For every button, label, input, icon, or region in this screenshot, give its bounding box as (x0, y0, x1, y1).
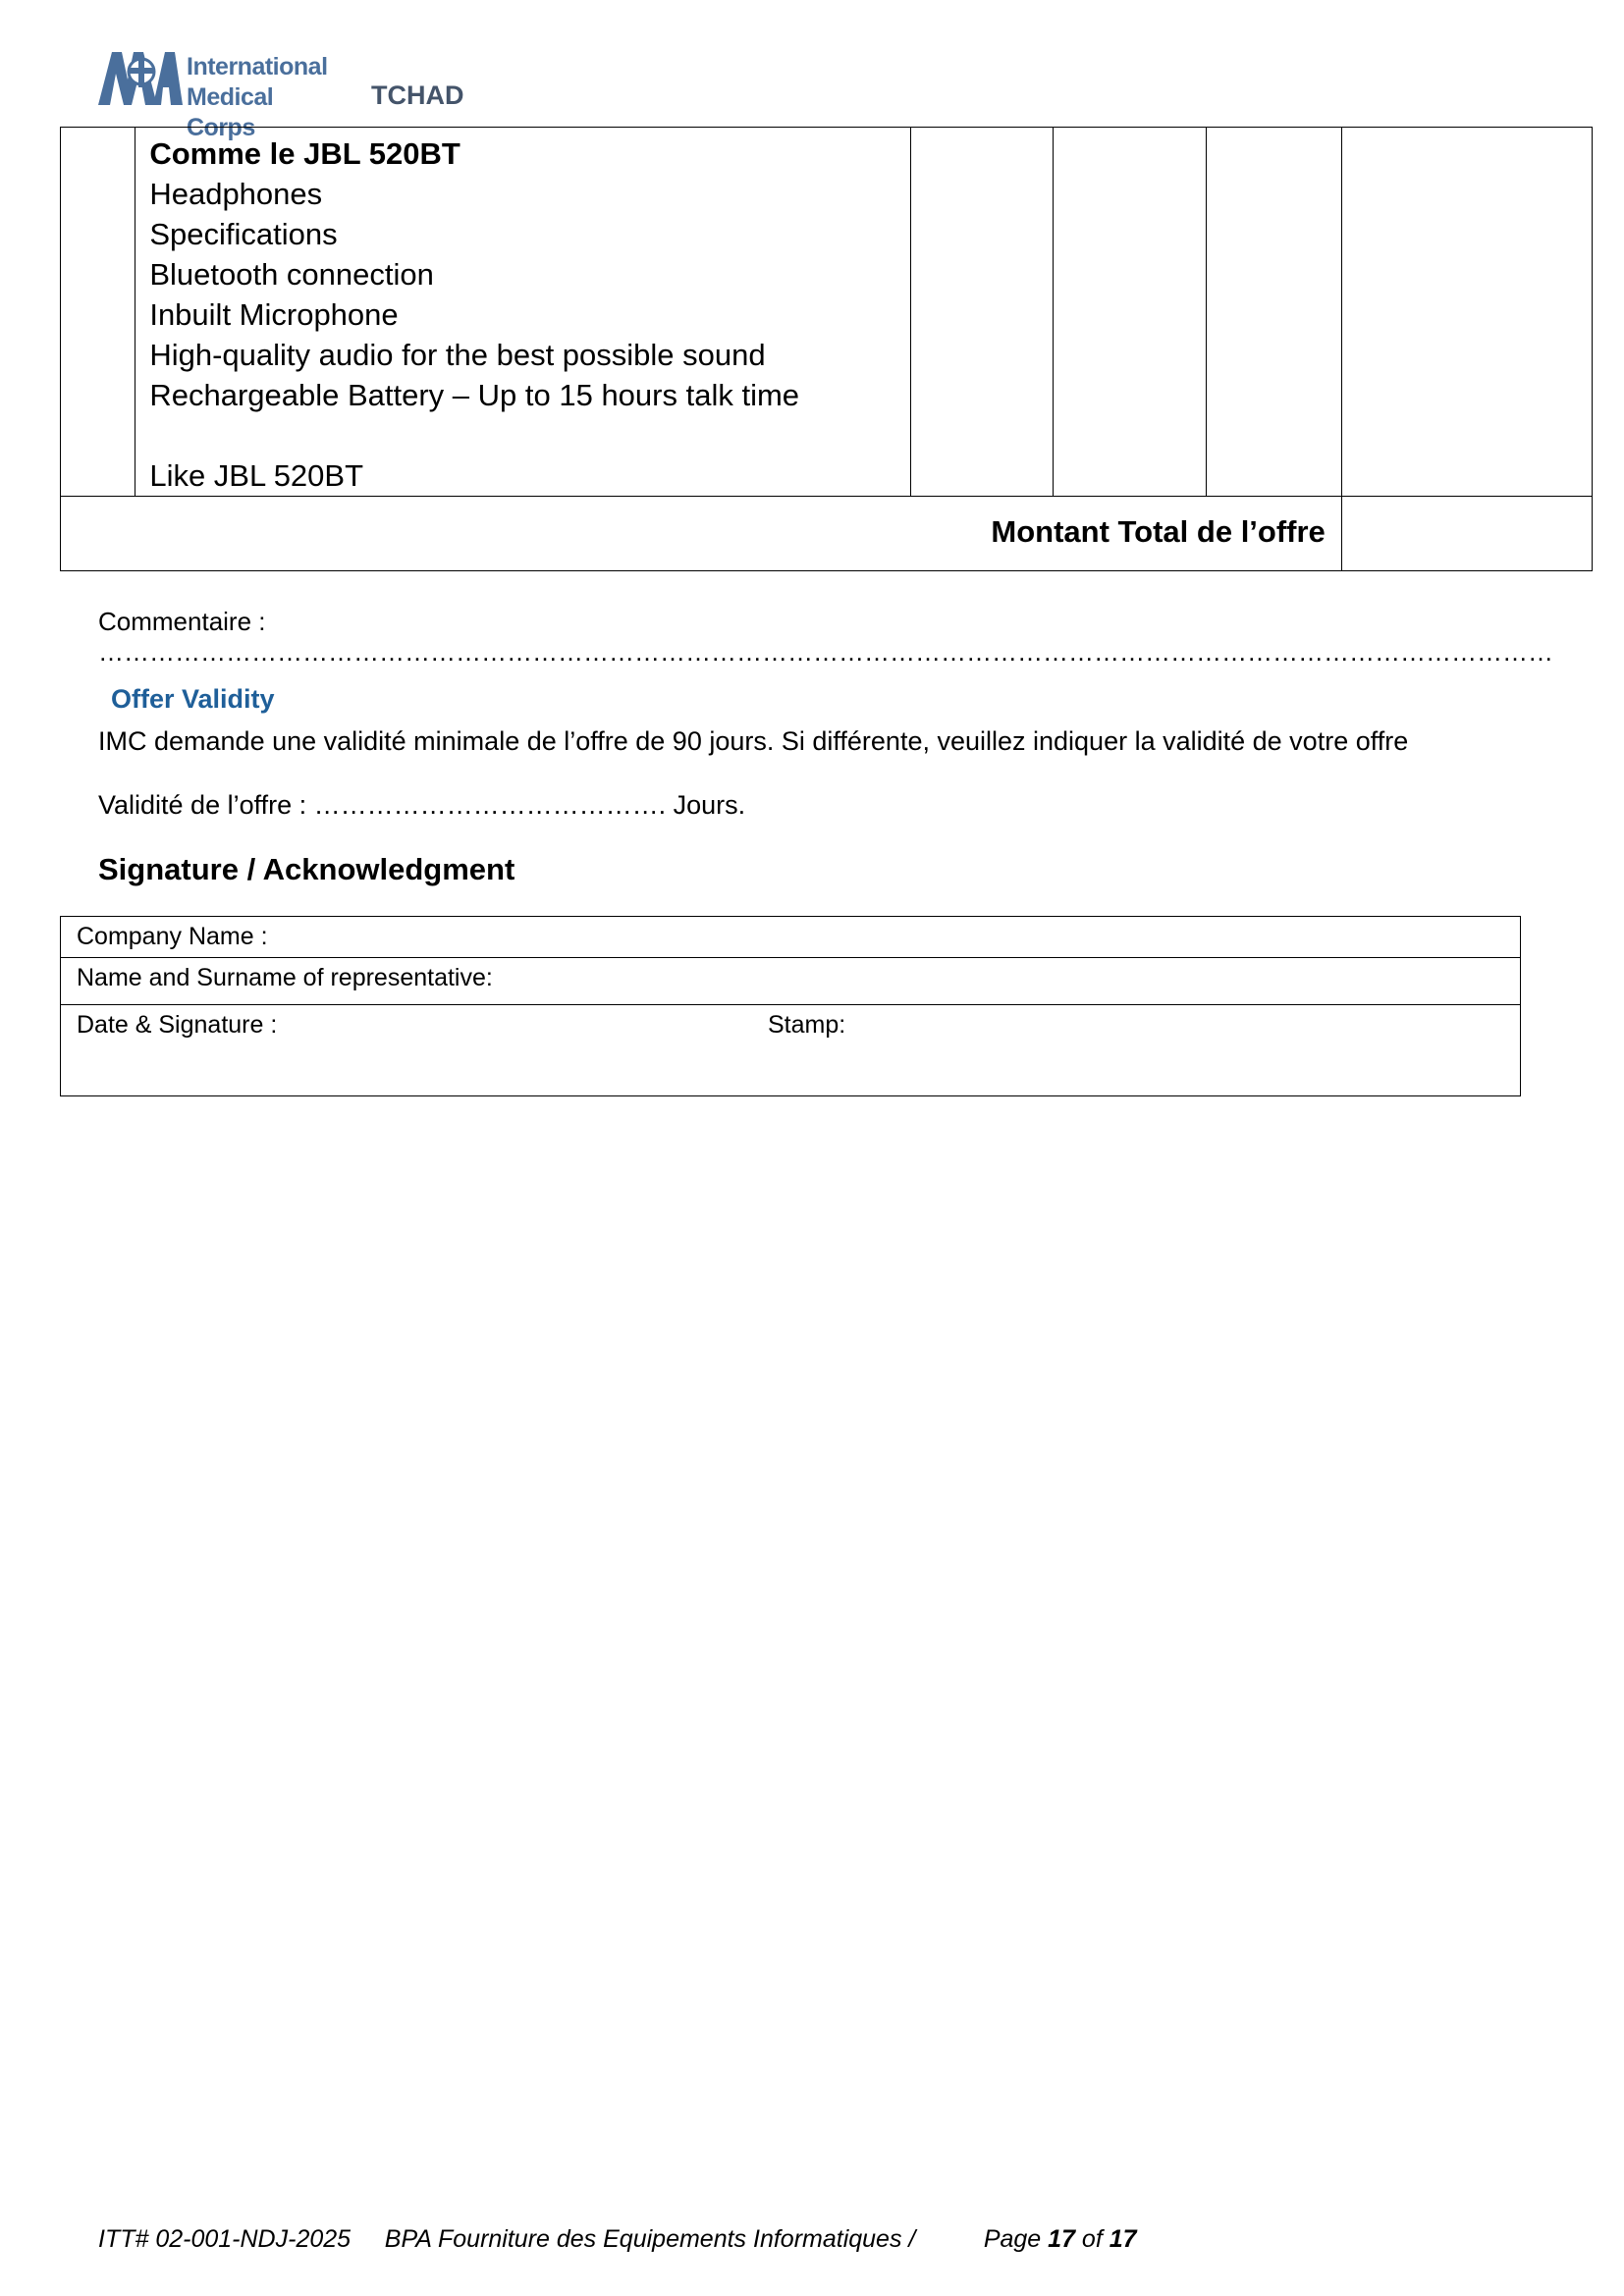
item-spec-line: Headphones (149, 177, 323, 211)
signature-table (60, 916, 1521, 1096)
offer-validity-heading: Offer Validity (111, 684, 275, 714)
item-spacer-line (149, 415, 896, 455)
total-label: Montant Total de l’offre (61, 497, 1342, 571)
item-number-cell (61, 128, 135, 497)
footer-page-total: 17 (1109, 2225, 1137, 2253)
item-row (61, 128, 1593, 497)
stamp-field[interactable]: Stamp: (752, 1005, 1521, 1096)
comment-line[interactable]: Commentaire : ……………………………………………………………………………………………………………………………………………………… (98, 607, 1553, 667)
item-description-cell (135, 128, 911, 497)
footer-reference: ITT# 02-001-NDJ-2025 (98, 2225, 352, 2253)
company-name-field[interactable]: Company Name : (61, 917, 1521, 958)
signature-heading: Signature / Acknowledgment (98, 852, 515, 886)
imc-emblem-icon (96, 44, 185, 115)
footer-page-current: 17 (1048, 2225, 1075, 2253)
item-spec-line: Inbuilt Microphone (149, 297, 399, 332)
item-spec-line: Rechargeable Battery – Up to 15 hours talk time (149, 378, 800, 412)
item-spec-line: Bluetooth connection (149, 257, 434, 292)
offer-validity-field[interactable]: Validité de l’offre : …………………………………. Jours. (98, 790, 746, 820)
item-spec-line: Like JBL 520BT (149, 458, 364, 493)
offer-validity-text: IMC demande une validité minimale de l’offre de 90 jours. Si différente, veuillez indiquer la validité de votre offre (98, 726, 1409, 756)
footer-page-prefix: Page (983, 2225, 1049, 2253)
item-spec-line: Specifications (149, 217, 338, 251)
footer-page-of: of (1074, 2225, 1110, 2253)
imc-logo (96, 44, 342, 141)
item-spec-line: High-quality audio for the best possible sound (149, 338, 766, 372)
items-table (60, 127, 1593, 571)
total-amount-cell[interactable] (1341, 497, 1592, 571)
unit-price-cell[interactable] (1207, 128, 1342, 497)
footer-title: BPA Fourniture des Equipements Informatiques / (384, 2225, 916, 2253)
country-label: TCHAD (371, 80, 464, 110)
date-signature-field[interactable]: Date & Signature : (61, 1005, 753, 1096)
item-title: Comme le JBL 520BT (149, 136, 460, 171)
unit-cell[interactable] (1053, 128, 1207, 497)
representative-field[interactable]: Name and Surname of representative: (61, 958, 1521, 1005)
logo-wordmark: International Medical Corps (187, 53, 328, 141)
line-total-cell[interactable] (1341, 128, 1592, 497)
quantity-cell[interactable] (910, 128, 1053, 497)
page-footer (98, 2225, 1137, 2254)
total-row (61, 497, 1593, 571)
